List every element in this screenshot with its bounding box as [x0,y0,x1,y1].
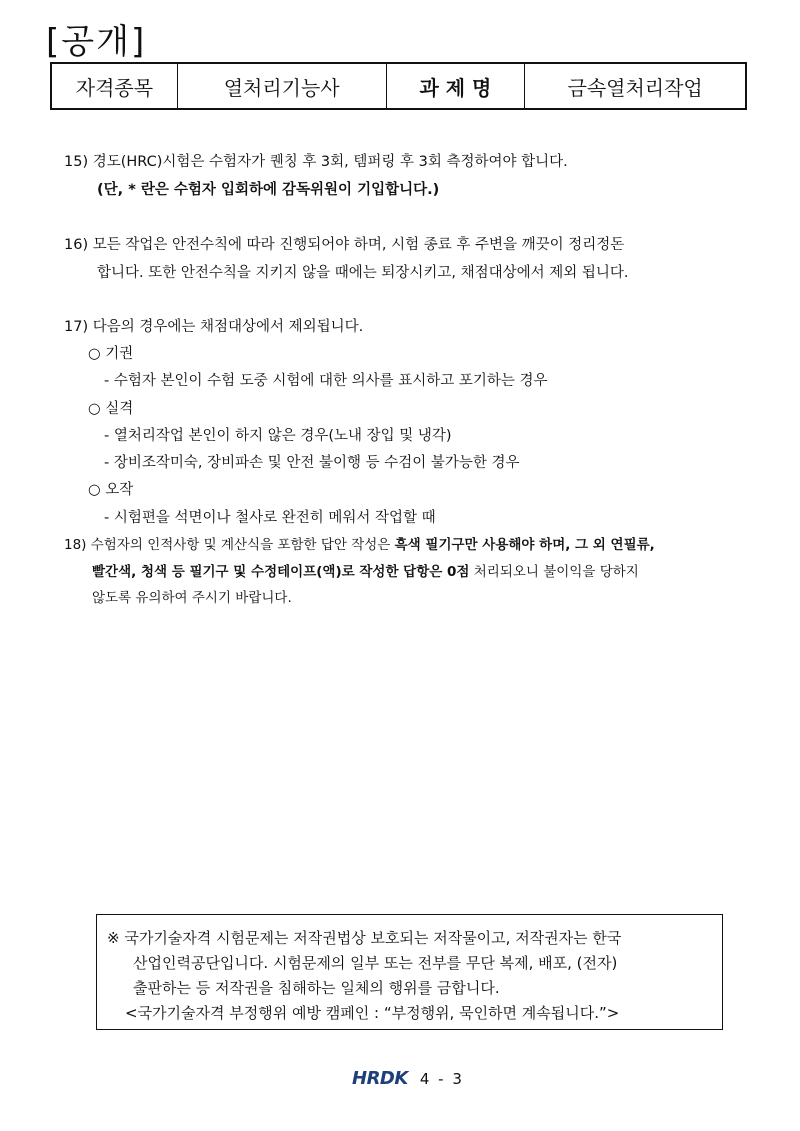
task-value: 금속열처리작업 [525,63,746,109]
header-table [50,62,747,110]
notice-line-2: 산업인력공단입니다. 시험문제의 일부 또는 전부를 무단 복제, 배포, (전자) [133,954,618,972]
item-16-line2: 합니다. 또한 안전수칙을 지키지 않을 때에는 퇴장시키고, 채점대상에서 제외 됩니다. [97,265,629,281]
item-17-disqualify: ○ 실격 [88,401,134,417]
hrdk-logo: HRDK [352,1068,408,1089]
item-16-line1: 16) 모든 작업은 안전수칙에 따라 진행되어야 하며, 시험 종료 후 주변을 깨끗이 정리정돈 [64,237,625,253]
notice-line-4: <국가기술자격 부정행위 예방 캠페인 : “부정행위, 묵인하면 계속됩니다.”> [125,1004,620,1022]
item-18-line1 [64,533,655,553]
copyright-notice [96,914,723,1030]
notice-line-3: 출판하는 등 저작권을 침해하는 일체의 행위를 금합니다. [133,979,500,997]
notice-line-1: ※ 국가기술자격 시험문제는 저작권법상 보호되는 저작물이고, 저작권자는 한국 [107,929,622,947]
item-17-disqualify-detail-2: - 장비조작미숙, 장비파손 및 안전 불이행 등 수검이 불가능한 경우 [104,455,520,471]
field-label: 자격종목 [51,63,177,109]
page-footer [352,1068,464,1089]
item-17-disqualify-detail-1: - 열처리작업 본인이 하지 않은 경우(노내 장입 및 냉각) [104,428,452,444]
item-17-line1: 17) 다음의 경우에는 채점대상에서 제외됩니다. [64,319,364,335]
item-17-error-detail: - 시험편을 석면이나 철사로 완전히 메워서 작업할 때 [104,510,436,526]
item-17-forfeit-detail: - 수험자 본인이 수험 도중 시험에 대한 의사를 표시하고 포기하는 경우 [104,373,548,389]
item-18-line1-bold: 흑색 필기구만 사용해야 하며, 그 외 연필류, [394,537,655,553]
item-15-line2: (단, * 란은 수험자 입회하에 감독위원이 기입합니다.) [97,182,440,198]
page-number: 4 - 3 [419,1069,464,1088]
item-18-line3: 않도록 유의하여 주시기 바랍니다. [92,590,292,606]
item-18-line2-normal: 처리되오니 불이익을 당하지 [469,564,639,580]
field-value: 열처리기능사 [177,63,386,109]
item-15-line1: 15) 경도(HRC)시험은 수험자가 퀜칭 후 3회, 템퍼링 후 3회 측정하여야 합니다. [64,154,568,170]
item-18-line2-bold: 빨간색, 청색 등 필기구 및 수정테이프(액)로 작성한 답항은 0점 [92,564,470,580]
task-label: 과 제 명 [386,63,525,109]
public-label: [공개] [46,22,147,62]
item-17-forfeit: ○ 기권 [88,346,134,362]
item-18-line2 [92,560,639,580]
item-17-error: ○ 오작 [88,482,134,498]
item-18-line1-normal: 18) 수험자의 인적사항 및 계산식을 포함한 답안 작성은 [64,537,395,553]
